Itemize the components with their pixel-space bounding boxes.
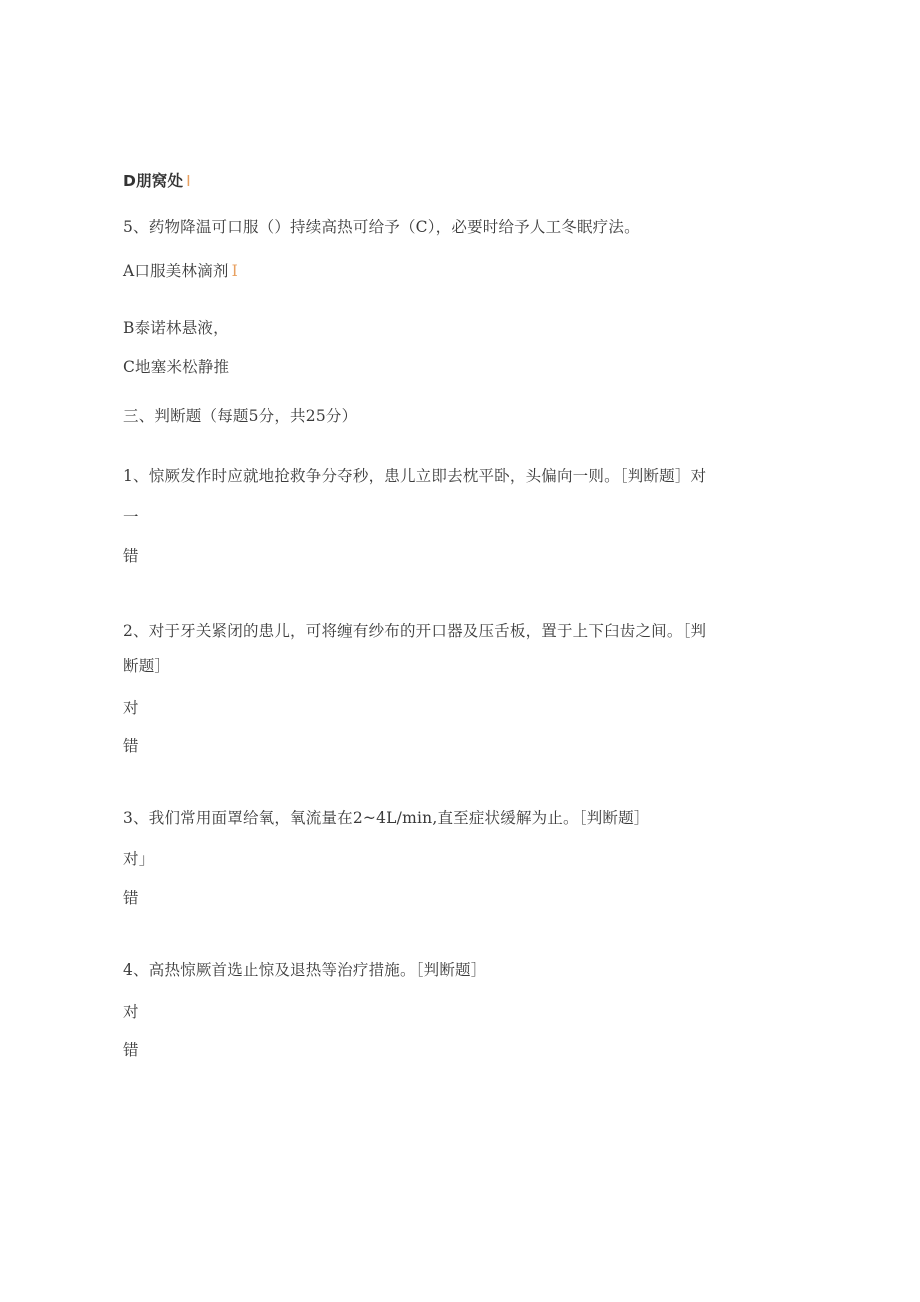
tf-question-4: 4、高热惊厥首选止惊及退热等治疗措施。［判断题］ [123,961,487,979]
question-5-option-b: B泰诺林悬液， [123,319,229,337]
tf-question-2-right: 对 [123,699,139,717]
option-d-mark: I [186,172,191,190]
tf-question-3: 3、我们常用面罩给氧，氧流量在2~4L/min,直至症状缓解为止。［判断题］ [123,809,650,827]
option-d [123,171,191,191]
tf-question-4-wrong: 错 [123,1041,139,1059]
tf-question-1-continued: 一 [123,508,139,526]
option-a-text: A口服美林滴剂 [123,262,229,280]
tf-question-2: 2、对于牙关紧闭的患儿，可将缠有纱布的开口器及压舌板，置于上下臼齿之间。［判 [123,622,707,640]
tf-question-4-right: 对 [123,1003,139,1021]
question-5-option-a [123,261,238,281]
tf-question-2-continued: 断题］ [123,657,171,675]
tf-question-1: 1、惊厥发作时应就地抢救争分夺秒，患儿立即去枕平卧，头偏向一则。［判断题］对 [123,467,707,485]
tf-question-3-wrong: 错 [123,889,139,907]
tf-question-1-wrong: 错 [123,547,139,565]
tf-question-3-right: 对」 [123,850,155,868]
tf-question-2-wrong: 错 [123,737,139,755]
option-d-text: D朋窝处 [123,172,184,190]
option-a-mark: I [231,262,238,280]
section-3-title: 三、判断题（每题5分，共25分） [123,407,358,425]
question-5-option-c: C地塞米松静推 [123,358,230,376]
question-5: 5、药物降温可口服（）持续高热可给予（C），必要时给予人工冬眠疗法。 [123,218,640,236]
